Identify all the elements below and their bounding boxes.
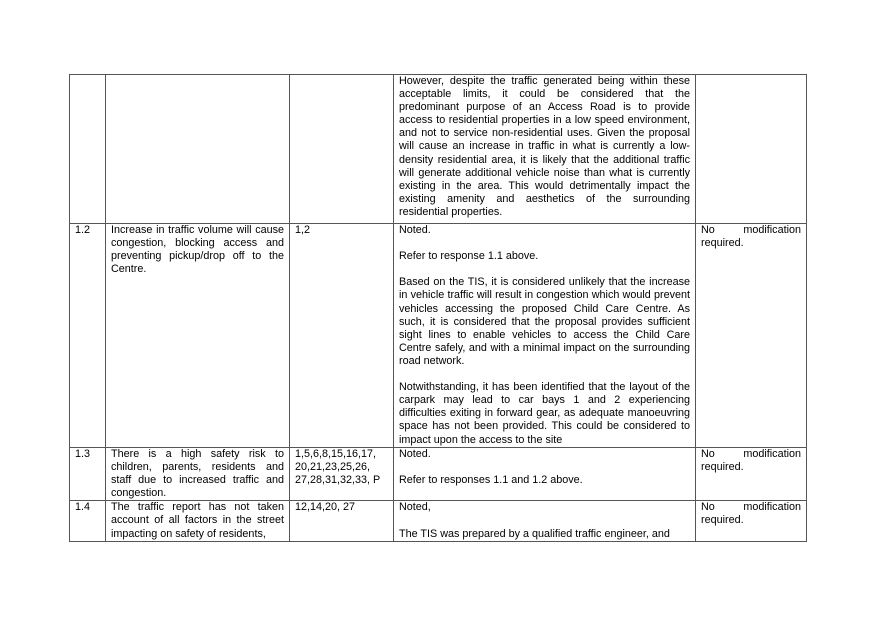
- response-paragraph: The TIS was prepared by a qualified traffic engineer, and: [399, 527, 670, 540]
- response-paragraph: Refer to responses 1.1 and 1.2 above.: [399, 474, 583, 487]
- item-number-cell: [70, 75, 106, 224]
- submitters-cell: 1,2: [290, 224, 394, 448]
- issue-cell: There is a high safety risk to children, parents, residents and staff due to increased traffic and congestion.: [106, 448, 290, 501]
- submitters-cell: [290, 75, 394, 224]
- response-paragraph: Noted.: [399, 224, 431, 236]
- response-paragraph: Notwithstanding, it has been identified that the layout of the carpark may lead to car bays 1 and 2 experiencing difficulties exiting in forward gear, as adequate manoeuvring space has not been provided. This could be considered to impact upon the access to the site: [399, 381, 690, 446]
- response-cell: [394, 75, 696, 224]
- response-cell: [394, 501, 696, 541]
- response-paragraph: Based on the TIS, it is considered unlikely that the increase in vehicle traffic will result in congestion which would prevent vehicles accessing the proposed Child Care Centre. As such, it is considered that the proposal provides sufficient sight lines to enable vehicles to access the Child Care Centre safely, and with a minimal impact on the surrounding road network.: [399, 276, 690, 367]
- response-paragraph: Noted,: [399, 501, 431, 514]
- item-number-cell: 1.4: [70, 501, 106, 541]
- action-cell: No modification required.: [696, 501, 807, 541]
- table-row: [70, 75, 807, 224]
- response-paragraph: However, despite the traffic generated being within these acceptable limits, it could be considered that the predominant purpose of an Access Road is to provide access to residential properties in a low speed environment, and not to service non-residential uses. Given the proposal will cause an increase in traffic in what is currently a low-density residential area, it is likely that the additional traffic will generate additional vehicle noise than what is currently existing in the area. This would detrimentally impact the existing amenity and aesthetics of the surrounding residential properties.: [399, 75, 690, 218]
- action-cell: [696, 75, 807, 224]
- table-row: [70, 501, 807, 541]
- issue-cell: Increase in traffic volume will cause congestion, blocking access and preventing pickup/drop off to the Centre.: [106, 224, 290, 448]
- submitters-cell: 1,5,6,8,15,16,17, 20,21,23,25,26, 27,28,31,32,33, P: [290, 448, 394, 501]
- response-paragraph: Refer to response 1.1 above.: [399, 250, 539, 263]
- item-number-cell: 1.3: [70, 448, 106, 501]
- response-cell: [394, 224, 696, 448]
- submitters-cell: 12,14,20, 27: [290, 501, 394, 541]
- issue-cell: The traffic report has not taken account of all factors in the street impacting on safety of residents,: [106, 501, 290, 541]
- action-cell: No modification required.: [696, 448, 807, 501]
- submissions-table: [69, 74, 807, 542]
- table-row: [70, 224, 807, 448]
- action-cell: No modification required.: [696, 224, 807, 448]
- response-paragraph: Noted.: [399, 448, 431, 460]
- item-number-cell: 1.2: [70, 224, 106, 448]
- response-cell: [394, 448, 696, 501]
- table-row: [70, 448, 807, 501]
- issue-cell: [106, 75, 290, 224]
